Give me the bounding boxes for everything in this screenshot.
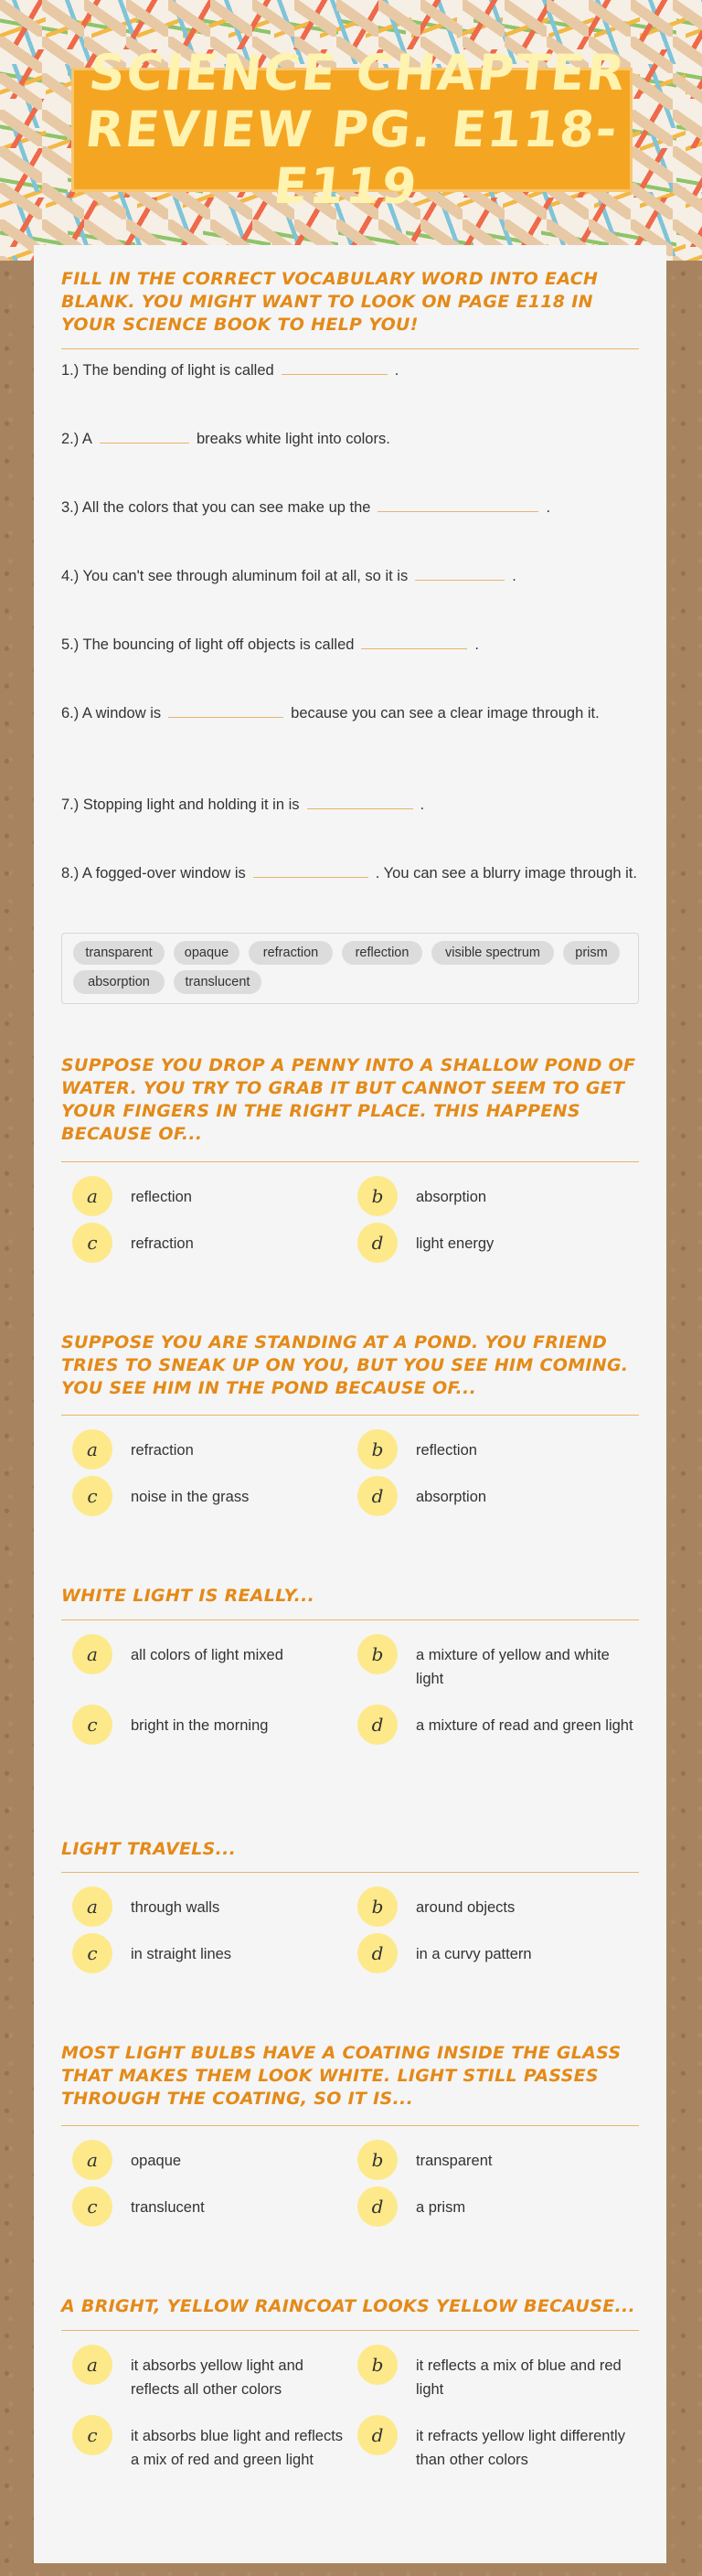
word-chip[interactable]: prism — [563, 941, 620, 965]
answer-blank-2[interactable] — [100, 426, 189, 444]
question-heading: MOST LIGHT BULBS HAVE A COATING INSIDE THE GLASS THAT MAKES THEM LOOK WHITE. LIGHT STILL PASSES THROUGH THE COATING, SO IT IS... — [61, 2043, 622, 2109]
question-7: 7.) Stopping light and holding it in is . — [61, 792, 646, 817]
question-4: 4.) You can't see through aluminum foil at all, so it is . — [61, 563, 646, 588]
word-chip[interactable]: translucent — [174, 970, 261, 994]
divider — [61, 2330, 639, 2331]
title-box — [71, 44, 633, 215]
divider — [61, 348, 639, 349]
divider — [61, 1415, 639, 1416]
word-bank — [61, 933, 639, 1004]
divider — [61, 1161, 639, 1162]
question-2: 2.) A breaks white light into colors. — [61, 426, 646, 451]
question-6: 6.) A window is because you can see a clear image through it. — [61, 700, 646, 725]
divider — [61, 2125, 639, 2126]
word-chip[interactable]: absorption — [73, 970, 165, 994]
answer-blank-1[interactable] — [282, 358, 388, 375]
question-5: 5.) The bouncing of light off objects is called . — [61, 632, 646, 657]
divider — [61, 1872, 639, 1873]
question-heading: A BRIGHT, YELLOW RAINCOAT LOOKS YELLOW BECAUSE... — [61, 2296, 636, 2316]
answer-blank-8[interactable] — [253, 860, 368, 878]
question-8: 8.) A fogged-over window is . You can see a blurry image through it. — [61, 860, 646, 885]
answer-blank-4[interactable] — [415, 563, 505, 581]
answer-blank-7[interactable] — [307, 792, 413, 809]
page-title: SCIENCE CHAPTER REVIEW PG. E118-E119 — [82, 44, 630, 215]
word-chip[interactable]: reflection — [342, 941, 422, 965]
answer-blank-6[interactable] — [168, 700, 283, 718]
answer-blank-3[interactable] — [378, 495, 538, 512]
question-heading: WHITE LIGHT IS REALLY... — [61, 1586, 315, 1606]
answer-blank-5[interactable] — [361, 632, 467, 649]
question-heading: SUPPOSE YOU ARE STANDING AT A POND. YOU FRIEND TRIES TO SNEAK UP ON YOU, BUT YOU SEE HIM COMING. YOU SEE HIM IN THE POND BECAUSE OF... — [61, 1332, 629, 1398]
word-chip[interactable]: transparent — [73, 941, 165, 965]
worksheet: FILL IN THE CORRECT VOCABULARY WORD INTO EACH BLANK. YOU MIGHT WANT TO LOOK ON PAGE E118 IN YOUR SCIENCE BOOK TO HELP YOU! 1.) The bending of light is called . 2.) A breaks white light into colors. 3.) All the colors that you can see make up the . 4.) You can't see through aluminum foil at all, so it is . 5.) The bouncing of light off objects is called . 6.) A window is because you can see a clear image through it. 7.) Stopping light and holding it in is . 8.) A fogged-over window is . You can see a blurry image through it. transparent opaque refraction reflection visible spectrum prism absorption translucent SUPPOSE YOU DROP A PENNY INTO A SHALLOW POND OF WATER. YOU TRY TO GRAB IT BUT CANNOT SEEM TO GET YOUR FINGERS IN THE RIGHT PLACE. THIS HAPPENS BECAUSE OF... a reflection b absorption c refraction d light energy SUPPOSE YOU ARE STANDING AT A POND. YOU FRIEND TRIES TO SNEAK UP ON YOU, BUT YOU SEE HIM COMING. YOU SEE HIM IN THE POND BECAUSE OF... a refraction b reflection c noise in the grass d absorption WHITE LIGHT IS REALLY... a all colors of light mixed b a mixture of yellow and white light c bright in the morning d a mixture of read and green light LIGHT TRAVELS... a through walls b around objects c in straight lines d in a curvy pattern MOST LIGHT BULBS HAVE A COATING INSIDE THE GLASS THAT MAKES THEM LOOK WHITE. LIGHT STILL PASSES THROUGH THE COATING, SO IT IS... a opaque b transparent c translucent d a prism A BRIGHT, YELLOW RAINCOAT LOOKS YELLOW BECAUSE... a it absorbs yellow light and reflects all other colors b it reflects a mix of blue and red light c it absorbs blue light and reflects a mix of red and green light d it refracts yellow light differently than other colors — [34, 245, 666, 2563]
question-heading: SUPPOSE YOU DROP A PENNY INTO A SHALLOW POND OF WATER. YOU TRY TO GRAB IT BUT CANNOT SEEM TO GET YOUR FINGERS IN THE RIGHT PLACE. THIS HAPPENS BECAUSE OF... — [61, 1055, 636, 1144]
fill-in-instructions: FILL IN THE CORRECT VOCABULARY WORD INTO EACH BLANK. YOU MIGHT WANT TO LOOK ON PAGE E118 IN YOUR SCIENCE BOOK TO HELP YOU! — [61, 269, 599, 335]
question-3: 3.) All the colors that you can see make up the . — [61, 495, 646, 519]
question-1: 1.) The bending of light is called . — [61, 358, 646, 382]
word-chip[interactable]: opaque — [174, 941, 239, 965]
word-chip[interactable]: visible spectrum — [431, 941, 554, 965]
divider — [61, 1619, 639, 1620]
question-heading: LIGHT TRAVELS... — [61, 1839, 237, 1859]
word-chip[interactable]: refraction — [249, 941, 333, 965]
